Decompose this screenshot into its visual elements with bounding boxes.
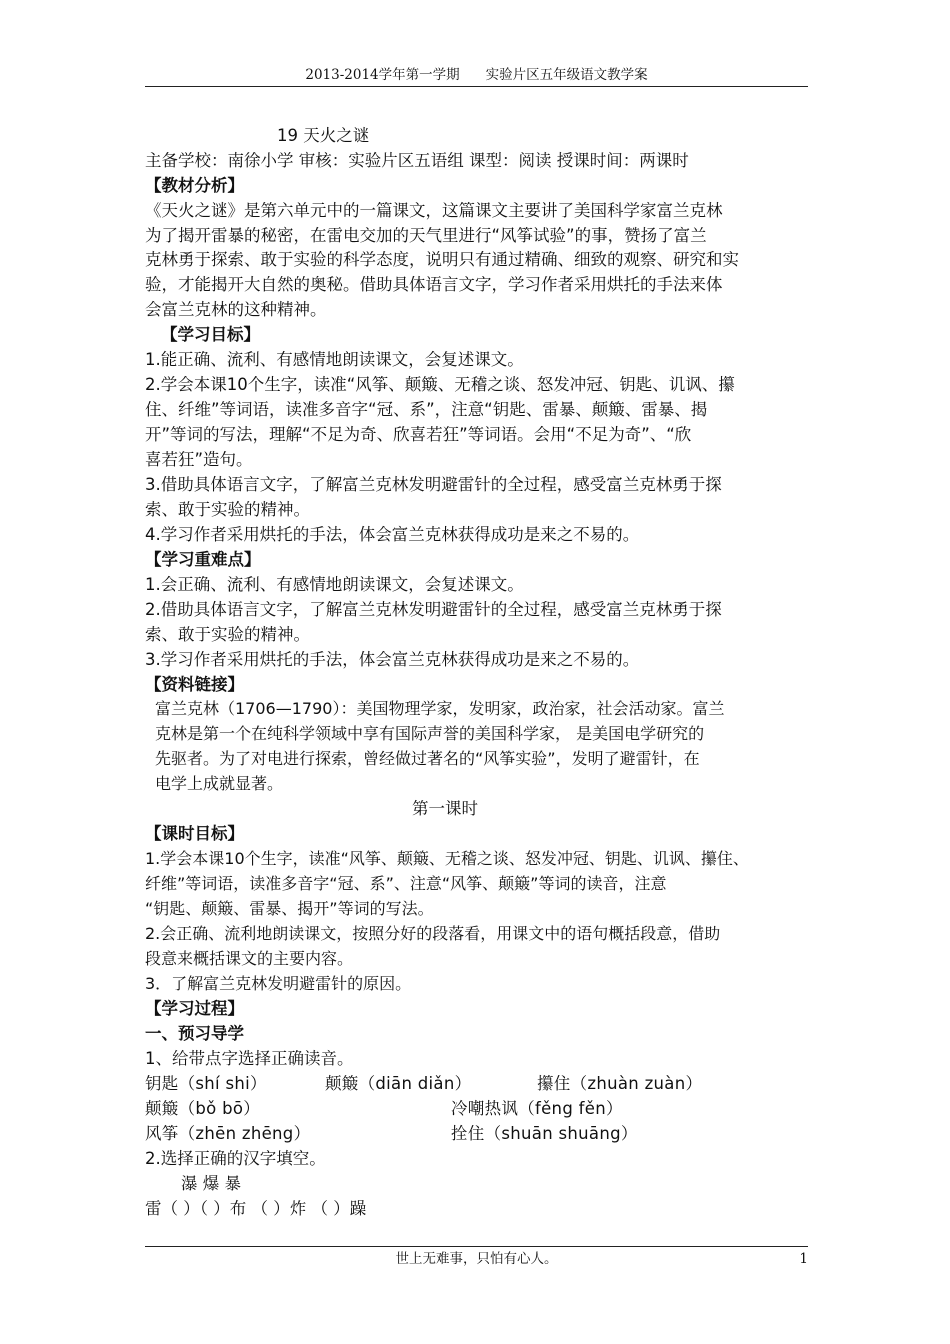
period-goal-line: 2.会正确、流利地朗读课文，按照分好的段落看，用课文中的语句概括段意，借助 bbox=[145, 924, 721, 943]
pinyin-item: 钥匙（shí shi） bbox=[145, 1074, 267, 1093]
pinyin-item: 攥住（zhuàn zuàn） bbox=[537, 1074, 703, 1093]
period-goal-line: 1.学会本课10个生字，读准“风筝、颠簸、无稽之谈、怒发冲冠、钥匙、讥讽、攥住、 bbox=[145, 849, 749, 868]
header-semester: 2013-2014学年第一学期 bbox=[305, 67, 460, 83]
fill-blank-line: 雷（ ）（ ）布 （ ）炸 （ ）躁 bbox=[145, 1199, 367, 1218]
pinyin-item: 颠簸（diān diǎn） bbox=[325, 1074, 472, 1093]
analysis-line: 克林勇于探索、敢于实验的科学态度，说明只有通过精确、细致的观察、研究和实 bbox=[145, 250, 739, 269]
goal-line: 2.学会本课10个生字，读准“风筝、颠簸、无稽之谈、怒发冲冠、钥匙、讥讽、攥 bbox=[145, 375, 735, 394]
question-1: 1、给带点字选择正确读音。 bbox=[145, 1049, 354, 1068]
goal-line: 4.学习作者采用烘托的手法，体会富兰克林获得成功是来之不易的。 bbox=[145, 525, 640, 544]
analysis-line: 《天火之谜》是第六单元中的一篇课文，这篇课文主要讲了美国科学家富兰克林 bbox=[145, 201, 723, 220]
period-goal-line: 纤维”等词语，读准多音字“冠、系”、注意“风筝、颠簸”等词的读音，注意 bbox=[145, 874, 667, 893]
pinyin-item: 拴住（shuān shuāng） bbox=[451, 1124, 638, 1143]
footer-motto: 世上无难事，只怕有心人。 bbox=[395, 1251, 558, 1267]
header-course: 实验片区五年级语文教学案 bbox=[485, 67, 648, 83]
question-2: 2.选择正确的汉字填空。 bbox=[145, 1149, 326, 1168]
key-point-line: 3.学习作者采用烘托的手法，体会富兰克林获得成功是来之不易的。 bbox=[145, 650, 640, 669]
pinyin-item: 冷嘲热讽（fěng fěn） bbox=[451, 1099, 623, 1118]
goal-line: 1.能正确、流利、有感情地朗读课文，会复述课文。 bbox=[145, 350, 524, 369]
key-point-line: 1.会正确、流利、有感情地朗读课文，会复述课文。 bbox=[145, 575, 524, 594]
lesson-title: 19 天火之谜 bbox=[277, 126, 370, 145]
pinyin-item: 颠簸（bǒ bō） bbox=[145, 1099, 261, 1118]
period-title: 第一课时 bbox=[412, 799, 478, 818]
goal-line: 住、纤维”等词语，读准多音字“冠、系”，注意“钥匙、雷暴、颠簸、雷暴、揭 bbox=[145, 400, 708, 419]
preview-heading: 一、预习导学 bbox=[145, 1024, 244, 1043]
resource-line: 克林是第一个在纯科学领域中享有国际声誉的美国科学家， 是美国电学研究的 bbox=[155, 724, 705, 743]
resource-line: 富兰克林（1706—1790）：美国物理学家，发明家，政治家，社会活动家。富兰 bbox=[155, 699, 725, 718]
process-heading: 【学习过程】 bbox=[145, 999, 244, 1018]
analysis-line: 为了揭开雷暴的秘密，在雷电交加的天气里进行“风筝试验”的事，赞扬了富兰 bbox=[145, 226, 707, 245]
resource-line: 先驱者。为了对电进行探索，曾经做过著名的“风筝实验”，发明了避雷针，在 bbox=[155, 749, 700, 768]
analysis-line: 验，才能揭开大自然的奥秘。借助具体语言文字，学习作者采用烘托的手法来体 bbox=[145, 275, 723, 294]
key-point-line: 索、敢于实验的精神。 bbox=[145, 625, 310, 644]
resources-heading: 【资料链接】 bbox=[145, 675, 244, 694]
period-goals-heading: 【课时目标】 bbox=[145, 824, 244, 843]
goals-heading: 【学习目标】 bbox=[161, 325, 260, 344]
period-goal-line: 段意来概括课文的主要内容。 bbox=[145, 949, 354, 968]
goal-line: 索、敢于实验的精神。 bbox=[145, 500, 310, 519]
goal-line: 3.借助具体语言文字，了解富兰克林发明避雷针的全过程，感受富兰克林勇于探 bbox=[145, 475, 722, 494]
char-options: 瀑 爆 暴 bbox=[181, 1174, 241, 1193]
goal-line: 喜若狂”造句。 bbox=[145, 450, 253, 469]
key-points-heading: 【学习重难点】 bbox=[145, 550, 261, 569]
resource-line: 电学上成就显著。 bbox=[155, 774, 284, 793]
meta-line: 主备学校：南徐小学 审核：实验片区五语组 课型：阅读 授课时间：两课时 bbox=[145, 151, 689, 170]
page-footer bbox=[145, 1246, 808, 1271]
period-goal-line: “钥匙、颠簸、雷暴、揭开”等词的写法。 bbox=[145, 899, 434, 918]
key-point-line: 2.借助具体语言文字，了解富兰克林发明避雷针的全过程，感受富兰克林勇于探 bbox=[145, 600, 722, 619]
analysis-heading: 【教材分析】 bbox=[145, 176, 244, 195]
pinyin-item: 风筝（zhēn zhēng） bbox=[145, 1124, 311, 1143]
analysis-line: 会富兰克林的这种精神。 bbox=[145, 300, 327, 319]
page-number: 1 bbox=[799, 1251, 808, 1267]
goal-line: 开”等词的写法，理解“不足为奇、欣喜若狂”等词语。会用“不足为奇”、“欣 bbox=[145, 425, 692, 444]
period-goal-line: 3．了解富兰克林发明避雷针的原因。 bbox=[145, 974, 412, 993]
page-header bbox=[145, 64, 808, 87]
